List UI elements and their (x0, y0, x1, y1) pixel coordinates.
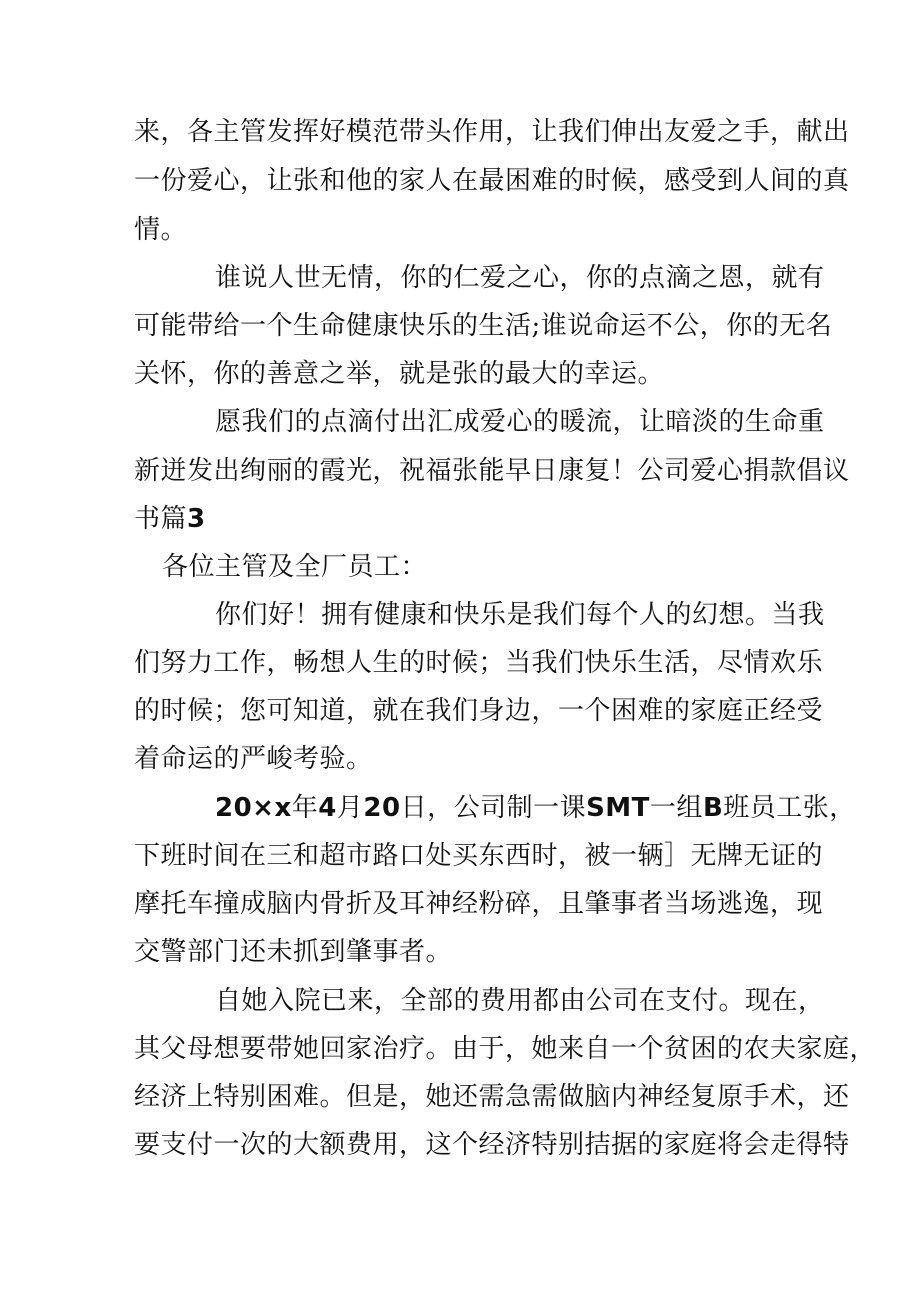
date-day-label: 日，公司制一课 (400, 793, 587, 823)
para1-line2: 一份爱心，让张和他的家人在最困难的时候，感受到人间的真 (134, 166, 850, 196)
para6-line2: 其父母想要带她回家治疗。由于，她来自一个贫困的农夫家庭， (134, 1034, 877, 1064)
para1-line3: 情。 (134, 215, 188, 245)
para6-line4: 要支付一次的大额费用，这个经济特别拮据的家庭将会走得特 (134, 1130, 850, 1160)
para4-line4: 着命运的严峻考验。 (134, 744, 373, 774)
para5-line4: 交警部门还未抓到肇事者。 (134, 937, 453, 967)
group-label: 一组 (649, 793, 703, 823)
section-title-text: 书篇 (134, 504, 188, 534)
para5-line1 (215, 795, 875, 821)
para2-line2: 可能带给一个生命健康快乐的生活;谁说命运不公，你的无名 (134, 311, 833, 341)
para4-line2: 们努力工作，畅想人生的时候；当我们快乐生活，尽情欢乐 (134, 648, 824, 678)
section-number: 3 (187, 504, 206, 534)
para4-line3: 的时候；您可知道，就在我们身边，一个困难的家庭正经受 (134, 696, 824, 726)
smt-label: SMT (586, 793, 650, 823)
date-year: 20×x (215, 793, 292, 823)
para4-line1: 你们好！拥有健康和快乐是我们每个人的幻想。当我 (215, 600, 825, 630)
para3-line2: 新迸发出绚丽的霞光，祝福张能早日康复！公司爱心捐款倡议 (134, 456, 850, 486)
shift-label: B (702, 793, 724, 823)
para1-line1: 来，各主管发挥好模范带头作用，让我们伸出友爱之手，献出 (134, 117, 850, 147)
para5-line2: 下班时间在三和超市路口处买东西时，被一辆］无牌无证的 (134, 841, 824, 871)
para3-line1: 愿我们的点滴付出汇成爱心的暖流，让暗淡的生命重 (215, 407, 825, 437)
para6-line1: 自她入院已来，全部的费用都由公司在支付。现在， (215, 986, 825, 1016)
salutation: 各位主管及全厂员工： (162, 552, 428, 582)
date-month: 4 (318, 793, 337, 823)
para5-line3: 摩托车撞成脑内骨折及耳神经粉碎，且肇事者当场逃逸，现 (134, 889, 824, 919)
para6-line3: 经济上特别困难。但是，她还需急需做脑内神经复原手术，还 (134, 1082, 850, 1112)
date-year-label: 年 (291, 793, 319, 823)
date-month-label: 月 (336, 793, 364, 823)
para2-line3: 关怀，你的善意之举，就是张的最大的幸运。 (134, 359, 665, 389)
date-day: 20 (363, 793, 401, 823)
para2-line1: 谁说人世无情，你的仁爱之心，你的点滴之恩，就有 (215, 263, 825, 293)
employee-label: 班员工张， (723, 793, 856, 823)
para3-line3 (134, 506, 794, 532)
